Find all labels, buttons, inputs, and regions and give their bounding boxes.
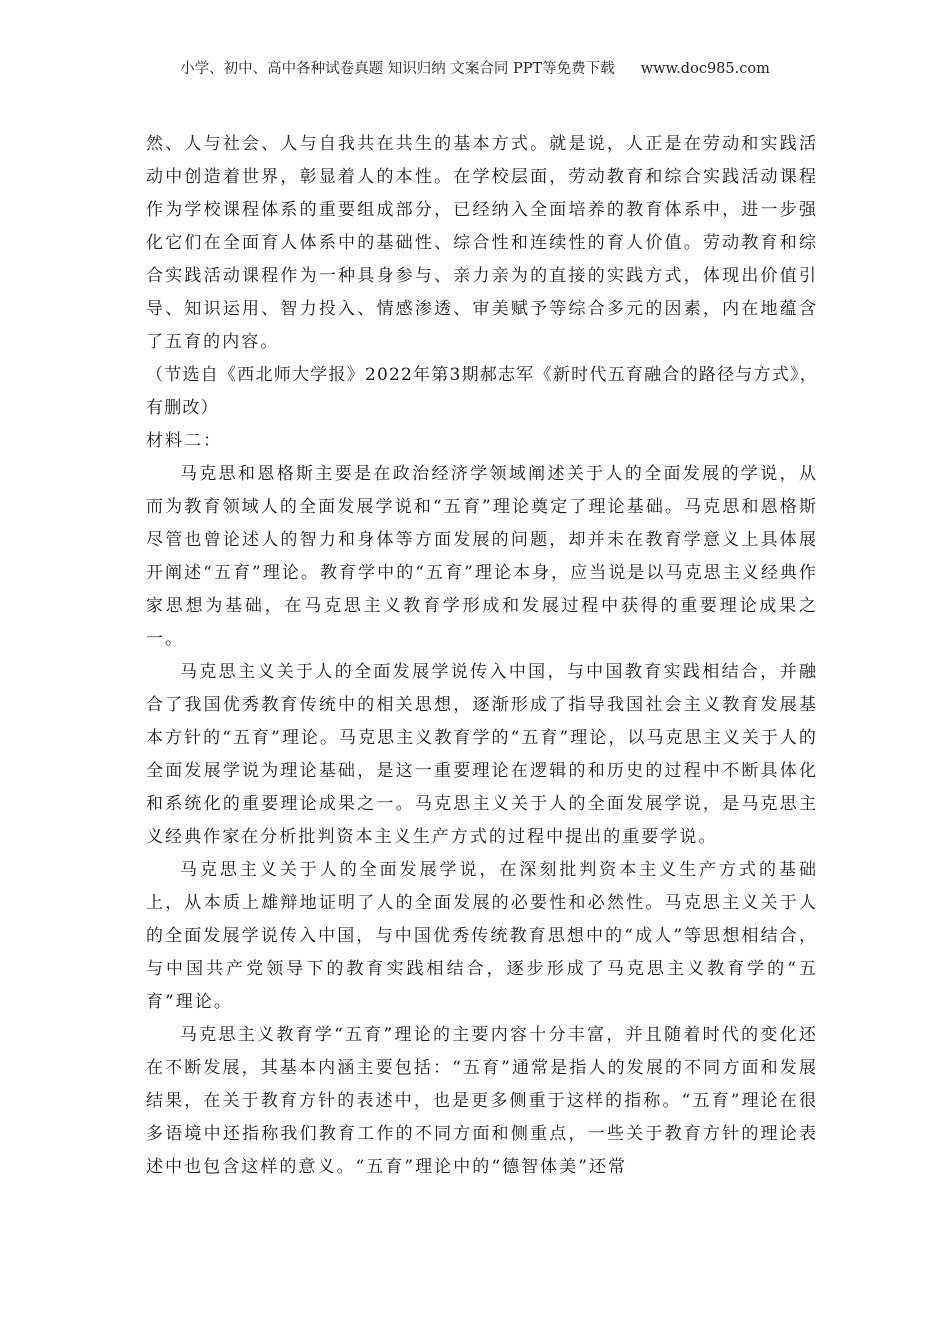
header-site-link[interactable]: www.doc985.com: [640, 61, 770, 77]
body-paragraph: 马克思和恩格斯主要是在政治经济学领域阐述关于人的全面发展的学说，从而为教育领域人的全面发展学说和“五育”理论奠定了理论基础。马克思和恩格斯尽管也曾论述人的智力和身体等方面发展的问题，却并未在教育学意义上具体展开阐述“五育”理论。教育学中的“五育”理论本身，应当说是以马克思主义经典作家思想为基础，在马克思主义教育学形成和发展过程中获得的重要理论成果之一。: [146, 464, 818, 649]
article-body: [146, 128, 818, 1184]
material-one-paragraph: 然、人与社会、人与自我共在共生的基本方式。就是说，人正是在劳动和实践活动中创造着世界，彰显着人的本性。在学校层面，劳动教育和综合实践活动课程作为学校课程体系的重要组成部分，已经纳入全面培养的教育体系中，进一步强化它们在全面育人体系中的基础性、综合性和连续性的育人价值。劳动教育和综合实践活动课程作为一种具身参与、亲力亲为的直接的实践方式，体现出价值引导、知识运用、智力投入、情感渗透、审美赋予等综合多元的因素，内在地蕴含了五育的内容。: [146, 134, 818, 352]
body-paragraph: 马克思主义教育学“五育”理论的主要内容十分丰富，并且随着时代的变化还在不断发展，其基本内涵主要包括：“五育”通常是指人的发展的不同方面和发展结果，在关于教育方针的表述中，也是更多侧重于这样的指称。“五育”理论在很多语境中还指称我们教育工作的不同方面和侧重点，一些关于教育方针的理论表述中也包含这样的意义。“五育”理论中的“德智体美”还常: [146, 1025, 818, 1177]
body-paragraph: 马克思主义关于人的全面发展学说传入中国，与中国教育实践相结合，并融合了我国优秀教育传统中的相关思想，逐渐形成了指导我国社会主义教育发展基本方针的“五育”理论。马克思主义教育学的“五育”理论，以马克思主义关于人的全面发展学说为理论基础，是这一重要理论在逻辑的和历史的过程中不断具体化和系统化的重要理论成果之一。马克思主义关于人的全面发展学说，是马克思主义经典作家在分析批判资本主义生产方式的过程中提出的重要学说。: [146, 662, 818, 847]
source-citation: （节选自《西北师大学报》2022年第3期郝志军《新时代五育融合的路径与方式》，有删改）: [146, 365, 818, 418]
page-header: [0, 57, 950, 78]
material-two-heading: 材料二：: [146, 431, 223, 451]
body-paragraph: 马克思主义关于人的全面发展学说，在深刻批判资本主义生产方式的基础上，从本质上雄辩地证明了人的全面发展的必要性和必然性。马克思主义关于人的全面发展学说传入中国，与中国优秀传统教育思想中的“成人”等思想相结合，与中国共产党领导下的教育实践相结合，逐步形成了马克思主义教育学的“五育”理论。: [146, 860, 818, 1012]
header-text: 小学、初中、高中各种试卷真题 知识归纳 文案合同 PPT等免费下载: [180, 61, 615, 77]
